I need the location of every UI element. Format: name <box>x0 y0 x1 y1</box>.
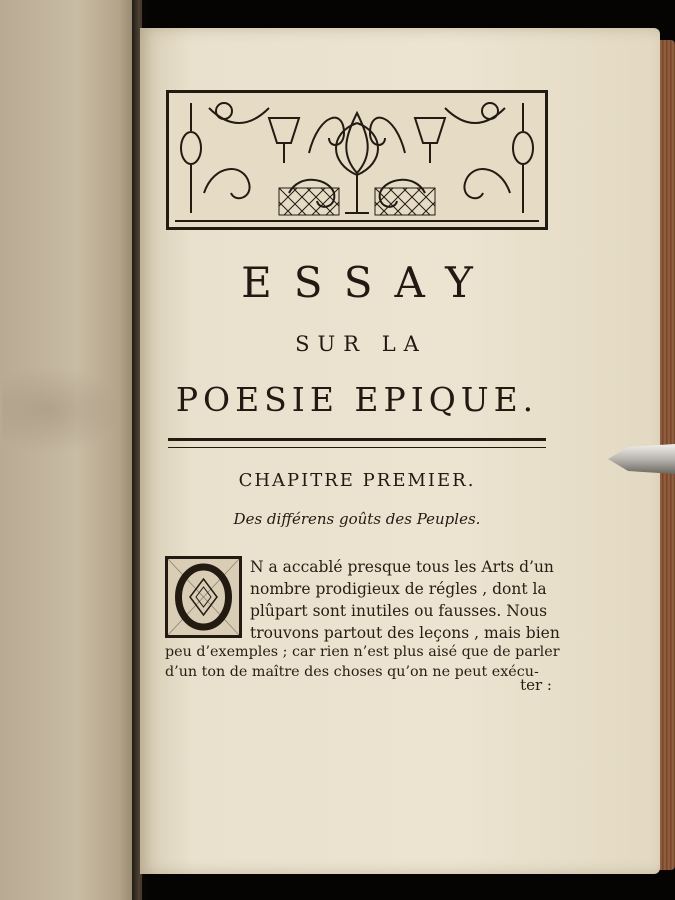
catchword: ter : <box>520 676 552 694</box>
ornamental-headpiece <box>166 90 548 230</box>
drop-cap-letter: O <box>203 605 204 606</box>
title-essay: ESSAY <box>241 258 495 307</box>
body-line-3: plûpart sont inutiles ou fausses. Nous <box>250 602 548 620</box>
drop-cap <box>165 556 242 638</box>
left-page-verso <box>0 0 142 900</box>
double-rule-divider <box>168 438 546 448</box>
title-sur-la: SUR LA <box>295 332 427 356</box>
chapter-subtitle: Des différens goûts des Peuples. <box>233 510 481 528</box>
show-through-bleed <box>2 365 122 455</box>
body-line-4: trouvons partout des leçons , mais bien <box>250 624 560 642</box>
body-line-5: peu d’exemples ; car rien n’est plus aisé que de parler <box>165 644 560 660</box>
chapter-heading: CHAPITRE PREMIER. <box>238 470 476 491</box>
drop-cap-ornament-icon <box>168 559 239 635</box>
body-line-6: d’un ton de maître des choses qu’on ne peut exécu- <box>165 664 539 680</box>
body-line-2: nombre prodigieux de régles , dont la <box>250 580 547 598</box>
body-line-1: N a accablé presque tous les Arts d’un <box>250 558 554 576</box>
headpiece-ornament-icon <box>169 93 545 227</box>
title-poesie-epique: POESIE EPIQUE. <box>175 380 539 419</box>
